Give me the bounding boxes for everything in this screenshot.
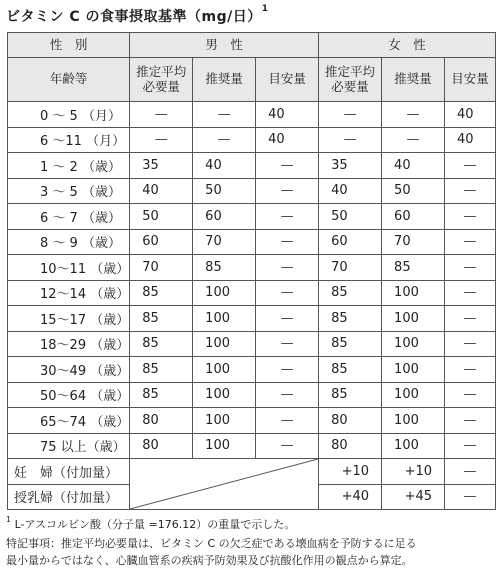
value-cell-m-ear: 50 bbox=[130, 204, 193, 230]
table-row bbox=[8, 229, 496, 255]
footnote-2-line1: 特記事項：推定平均必要量は、ビタミン C の欠乏症である壊血病を予防するに足る bbox=[6, 537, 417, 550]
value-cell-m-rda: 100 bbox=[193, 357, 256, 383]
value-cell-f-ai: — bbox=[445, 255, 496, 281]
value-cell-f-ear: 80 bbox=[319, 408, 382, 434]
table-row bbox=[8, 153, 496, 179]
age-group-cell: 10〜11 （歳） bbox=[8, 255, 130, 281]
age-group-cell: 12〜14 （歳） bbox=[8, 280, 130, 306]
age-group-cell: 0 〜 5 （月） bbox=[8, 102, 130, 128]
table-row bbox=[8, 433, 496, 459]
value-cell-m-ear: 85 bbox=[130, 357, 193, 383]
value-cell-m-rda: 40 bbox=[193, 153, 256, 179]
table-row bbox=[8, 306, 496, 332]
value-cell-m-ai: — bbox=[256, 357, 319, 383]
value-cell-m-ear: 85 bbox=[130, 382, 193, 408]
value-cell-m-rda: — bbox=[193, 127, 256, 153]
value-cell-f-rda: — bbox=[382, 127, 445, 153]
value-cell-m-ai: — bbox=[256, 433, 319, 459]
male-not-applicable-cell bbox=[130, 459, 319, 510]
header-male-ai: 目安量 bbox=[256, 58, 319, 102]
value-cell-m-ear: — bbox=[130, 102, 193, 128]
value-cell-f-rda: 100 bbox=[382, 280, 445, 306]
page-title bbox=[6, 6, 269, 26]
age-group-cell: 8 〜 9 （歳） bbox=[8, 229, 130, 255]
value-cell-m-ai: — bbox=[256, 178, 319, 204]
value-cell-m-rda: 100 bbox=[193, 408, 256, 434]
value-cell-f-ai: — bbox=[445, 280, 496, 306]
table-row bbox=[8, 178, 496, 204]
footnote-1 bbox=[6, 516, 295, 532]
value-cell-f-ear: +40 bbox=[319, 484, 382, 510]
footnote-mark: 1 bbox=[6, 515, 12, 524]
value-cell-f-rda: 70 bbox=[382, 229, 445, 255]
value-cell-m-rda: 100 bbox=[193, 433, 256, 459]
value-cell-m-rda: 100 bbox=[193, 331, 256, 357]
age-group-cell: 6 〜 7 （歳） bbox=[8, 204, 130, 230]
value-cell-m-ear: 80 bbox=[130, 433, 193, 459]
additional-label-cell: 授乳婦（付加量） bbox=[8, 484, 130, 510]
value-cell-m-rda: 70 bbox=[193, 229, 256, 255]
value-cell-m-ai: — bbox=[256, 306, 319, 332]
header-female-rda: 推奨量 bbox=[382, 58, 445, 102]
value-cell-m-ai: — bbox=[256, 280, 319, 306]
value-cell-m-ai: 40 bbox=[256, 127, 319, 153]
age-group-cell: 1 〜 2 （歳） bbox=[8, 153, 130, 179]
header-male-rda: 推奨量 bbox=[193, 58, 256, 102]
value-cell-f-rda: 85 bbox=[382, 255, 445, 281]
value-cell-f-ai: — bbox=[445, 433, 496, 459]
value-cell-f-ear: 50 bbox=[319, 204, 382, 230]
value-cell-f-rda: 100 bbox=[382, 331, 445, 357]
value-cell-f-ear: 40 bbox=[319, 178, 382, 204]
value-cell-m-ear: 40 bbox=[130, 178, 193, 204]
value-cell-f-ear: 85 bbox=[319, 357, 382, 383]
value-cell-m-ai: — bbox=[256, 153, 319, 179]
value-cell-f-ear: 85 bbox=[319, 382, 382, 408]
value-cell-m-ear: 85 bbox=[130, 331, 193, 357]
value-cell-m-ai: — bbox=[256, 229, 319, 255]
table-row bbox=[8, 280, 496, 306]
table-row bbox=[8, 382, 496, 408]
header-sex: 性 別 bbox=[8, 33, 130, 58]
age-group-cell: 50〜64 （歳） bbox=[8, 382, 130, 408]
value-cell-m-ear: 85 bbox=[130, 280, 193, 306]
value-cell-f-ear: — bbox=[319, 127, 382, 153]
value-cell-f-ai: — bbox=[445, 357, 496, 383]
value-cell-f-rda: +10 bbox=[382, 459, 445, 485]
table-row bbox=[8, 204, 496, 230]
title-footnote-mark: 1 bbox=[261, 4, 269, 14]
header-male: 男 性 bbox=[130, 33, 319, 58]
value-cell-f-ai: — bbox=[445, 229, 496, 255]
table-row bbox=[8, 408, 496, 434]
title-text: ビタミン C の食事摂取基準（mg/日） bbox=[6, 9, 262, 25]
value-cell-f-ear: 85 bbox=[319, 331, 382, 357]
value-cell-m-ai: — bbox=[256, 255, 319, 281]
age-group-cell: 18〜29 （歳） bbox=[8, 331, 130, 357]
value-cell-f-ai: — bbox=[445, 306, 496, 332]
value-cell-m-ear: 85 bbox=[130, 306, 193, 332]
value-cell-f-ai: — bbox=[445, 178, 496, 204]
table-row-additional bbox=[8, 459, 496, 485]
footnote-1-text: L-アスコルビン酸（分子量 =176.12）の重量で示した。 bbox=[11, 518, 296, 531]
value-cell-f-rda: 100 bbox=[382, 306, 445, 332]
value-cell-f-rda: 50 bbox=[382, 178, 445, 204]
age-group-cell: 65〜74 （歳） bbox=[8, 408, 130, 434]
value-cell-m-ear: 70 bbox=[130, 255, 193, 281]
age-group-cell: 6 〜11 （月） bbox=[8, 127, 130, 153]
value-cell-f-ear: 35 bbox=[319, 153, 382, 179]
value-cell-f-rda: 100 bbox=[382, 357, 445, 383]
value-cell-f-ai: 40 bbox=[445, 127, 496, 153]
footnote-2-line2: 最小量からではなく、心臓血管系の疾病予防効果及び抗酸化作用の観点から算定。 bbox=[6, 554, 413, 567]
value-cell-f-ai: — bbox=[445, 408, 496, 434]
value-cell-f-ai: — bbox=[445, 153, 496, 179]
age-group-cell: 75 以上（歳） bbox=[8, 433, 130, 459]
value-cell-m-ear: 60 bbox=[130, 229, 193, 255]
value-cell-f-ear: 70 bbox=[319, 255, 382, 281]
header-female-ai: 目安量 bbox=[445, 58, 496, 102]
value-cell-f-rda: 100 bbox=[382, 382, 445, 408]
value-cell-f-rda: 100 bbox=[382, 433, 445, 459]
value-cell-f-rda: — bbox=[382, 102, 445, 128]
value-cell-f-ai: — bbox=[445, 382, 496, 408]
value-cell-m-ai: — bbox=[256, 331, 319, 357]
value-cell-m-ai: — bbox=[256, 408, 319, 434]
value-cell-m-rda: — bbox=[193, 102, 256, 128]
value-cell-f-rda: 40 bbox=[382, 153, 445, 179]
value-cell-m-rda: 60 bbox=[193, 204, 256, 230]
header-male-ear: 推定平均 必要量 bbox=[130, 58, 193, 102]
value-cell-m-ai: — bbox=[256, 204, 319, 230]
table-row bbox=[8, 127, 496, 153]
value-cell-m-rda: 100 bbox=[193, 280, 256, 306]
value-cell-m-rda: 50 bbox=[193, 178, 256, 204]
value-cell-m-rda: 100 bbox=[193, 382, 256, 408]
value-cell-m-rda: 100 bbox=[193, 306, 256, 332]
value-cell-f-ear: +10 bbox=[319, 459, 382, 485]
value-cell-m-ai: 40 bbox=[256, 102, 319, 128]
value-cell-f-ear: 60 bbox=[319, 229, 382, 255]
table-row bbox=[8, 255, 496, 281]
additional-label-cell: 妊 婦（付加量） bbox=[8, 459, 130, 485]
value-cell-f-rda: +45 bbox=[382, 484, 445, 510]
value-cell-f-ai: — bbox=[445, 204, 496, 230]
value-cell-m-ai: — bbox=[256, 382, 319, 408]
value-cell-m-ear: 80 bbox=[130, 408, 193, 434]
value-cell-f-ear: 80 bbox=[319, 433, 382, 459]
header-female-ear: 推定平均 必要量 bbox=[319, 58, 382, 102]
age-group-cell: 15〜17 （歳） bbox=[8, 306, 130, 332]
age-group-cell: 3 〜 5 （歳） bbox=[8, 178, 130, 204]
value-cell-f-ear: — bbox=[319, 102, 382, 128]
value-cell-f-rda: 100 bbox=[382, 408, 445, 434]
value-cell-m-ear: 35 bbox=[130, 153, 193, 179]
table-row bbox=[8, 102, 496, 128]
value-cell-f-ear: 85 bbox=[319, 280, 382, 306]
table-row bbox=[8, 357, 496, 383]
value-cell-f-ear: 85 bbox=[319, 306, 382, 332]
value-cell-f-ai: — bbox=[445, 459, 496, 485]
value-cell-f-rda: 60 bbox=[382, 204, 445, 230]
header-female: 女 性 bbox=[319, 33, 496, 58]
value-cell-m-rda: 85 bbox=[193, 255, 256, 281]
table-row bbox=[8, 331, 496, 357]
vitamin-c-table bbox=[7, 32, 496, 510]
header-age-group: 年齢等 bbox=[8, 58, 130, 102]
value-cell-f-ai: 40 bbox=[445, 102, 496, 128]
value-cell-f-ai: — bbox=[445, 331, 496, 357]
age-group-cell: 30〜49 （歳） bbox=[8, 357, 130, 383]
value-cell-f-ai: — bbox=[445, 484, 496, 510]
value-cell-m-ear: — bbox=[130, 127, 193, 153]
